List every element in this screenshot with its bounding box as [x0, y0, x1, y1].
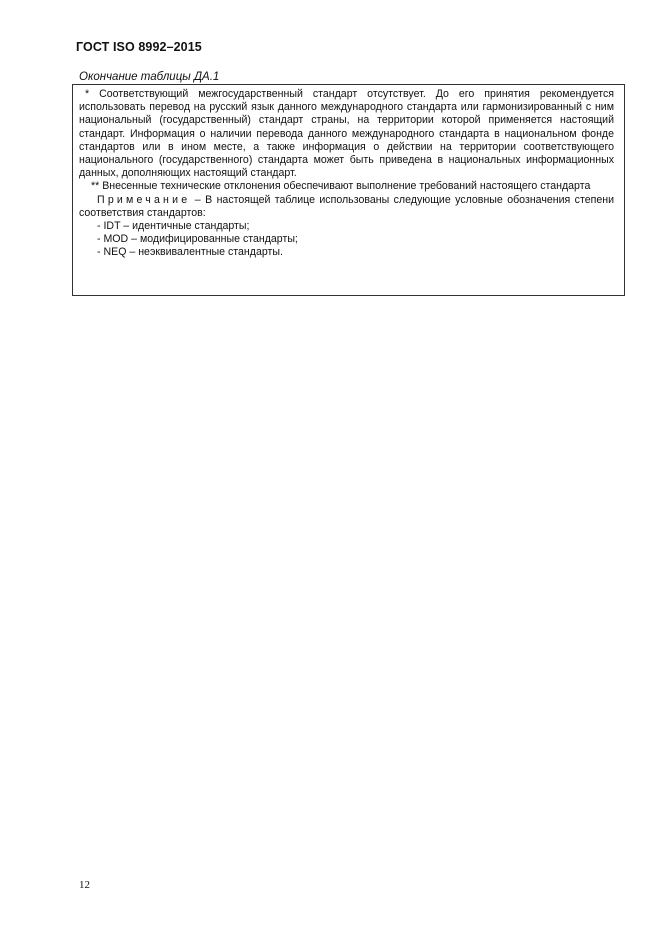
- note-text: – В настоящей таблице использованы следующие условные обозначения степени соответствия стандартов:: [79, 193, 614, 219]
- list-item-mod: - MOD – модифицированные стандарты;: [97, 233, 298, 246]
- list-item-neq: - NEQ – неэквивалентные стандарты.: [97, 246, 283, 259]
- table-continuation-caption: Окончание таблицы ДА.1: [79, 71, 220, 83]
- conformity-degree-list: [79, 220, 614, 260]
- note-paragraph: [79, 194, 614, 220]
- page-number: 12: [79, 879, 90, 891]
- footnote-double-star: ** Внесенные технические отклонения обеспечивают выполнение требований настоящего стандарта: [91, 180, 591, 193]
- table-footnotes-box: [72, 84, 625, 296]
- document-code-header: ГОСТ ISO 8992–2015: [76, 40, 202, 54]
- note-label: Примечание: [97, 193, 191, 206]
- list-item-idt: - IDT – идентичные стандарты;: [97, 220, 250, 233]
- footnote-single-star: * Соответствующий межгосударственный стандарт отсутствует. До его принятия рекомендуется использовать перевод на русский язык данного международного стандарта или гармонизированный с ним национальный (государственный) стандарт страны, на территории которой применяется настоящий стандарт. Информация о наличии перевода данного международного стандарта в национальном фонде стандартов или в ином месте, а также информация о действии на территории соответствующего национального (государственного) стандарта может быть приведена в национальных информационных данных, дополняющих настоящий стандарт.: [79, 88, 614, 180]
